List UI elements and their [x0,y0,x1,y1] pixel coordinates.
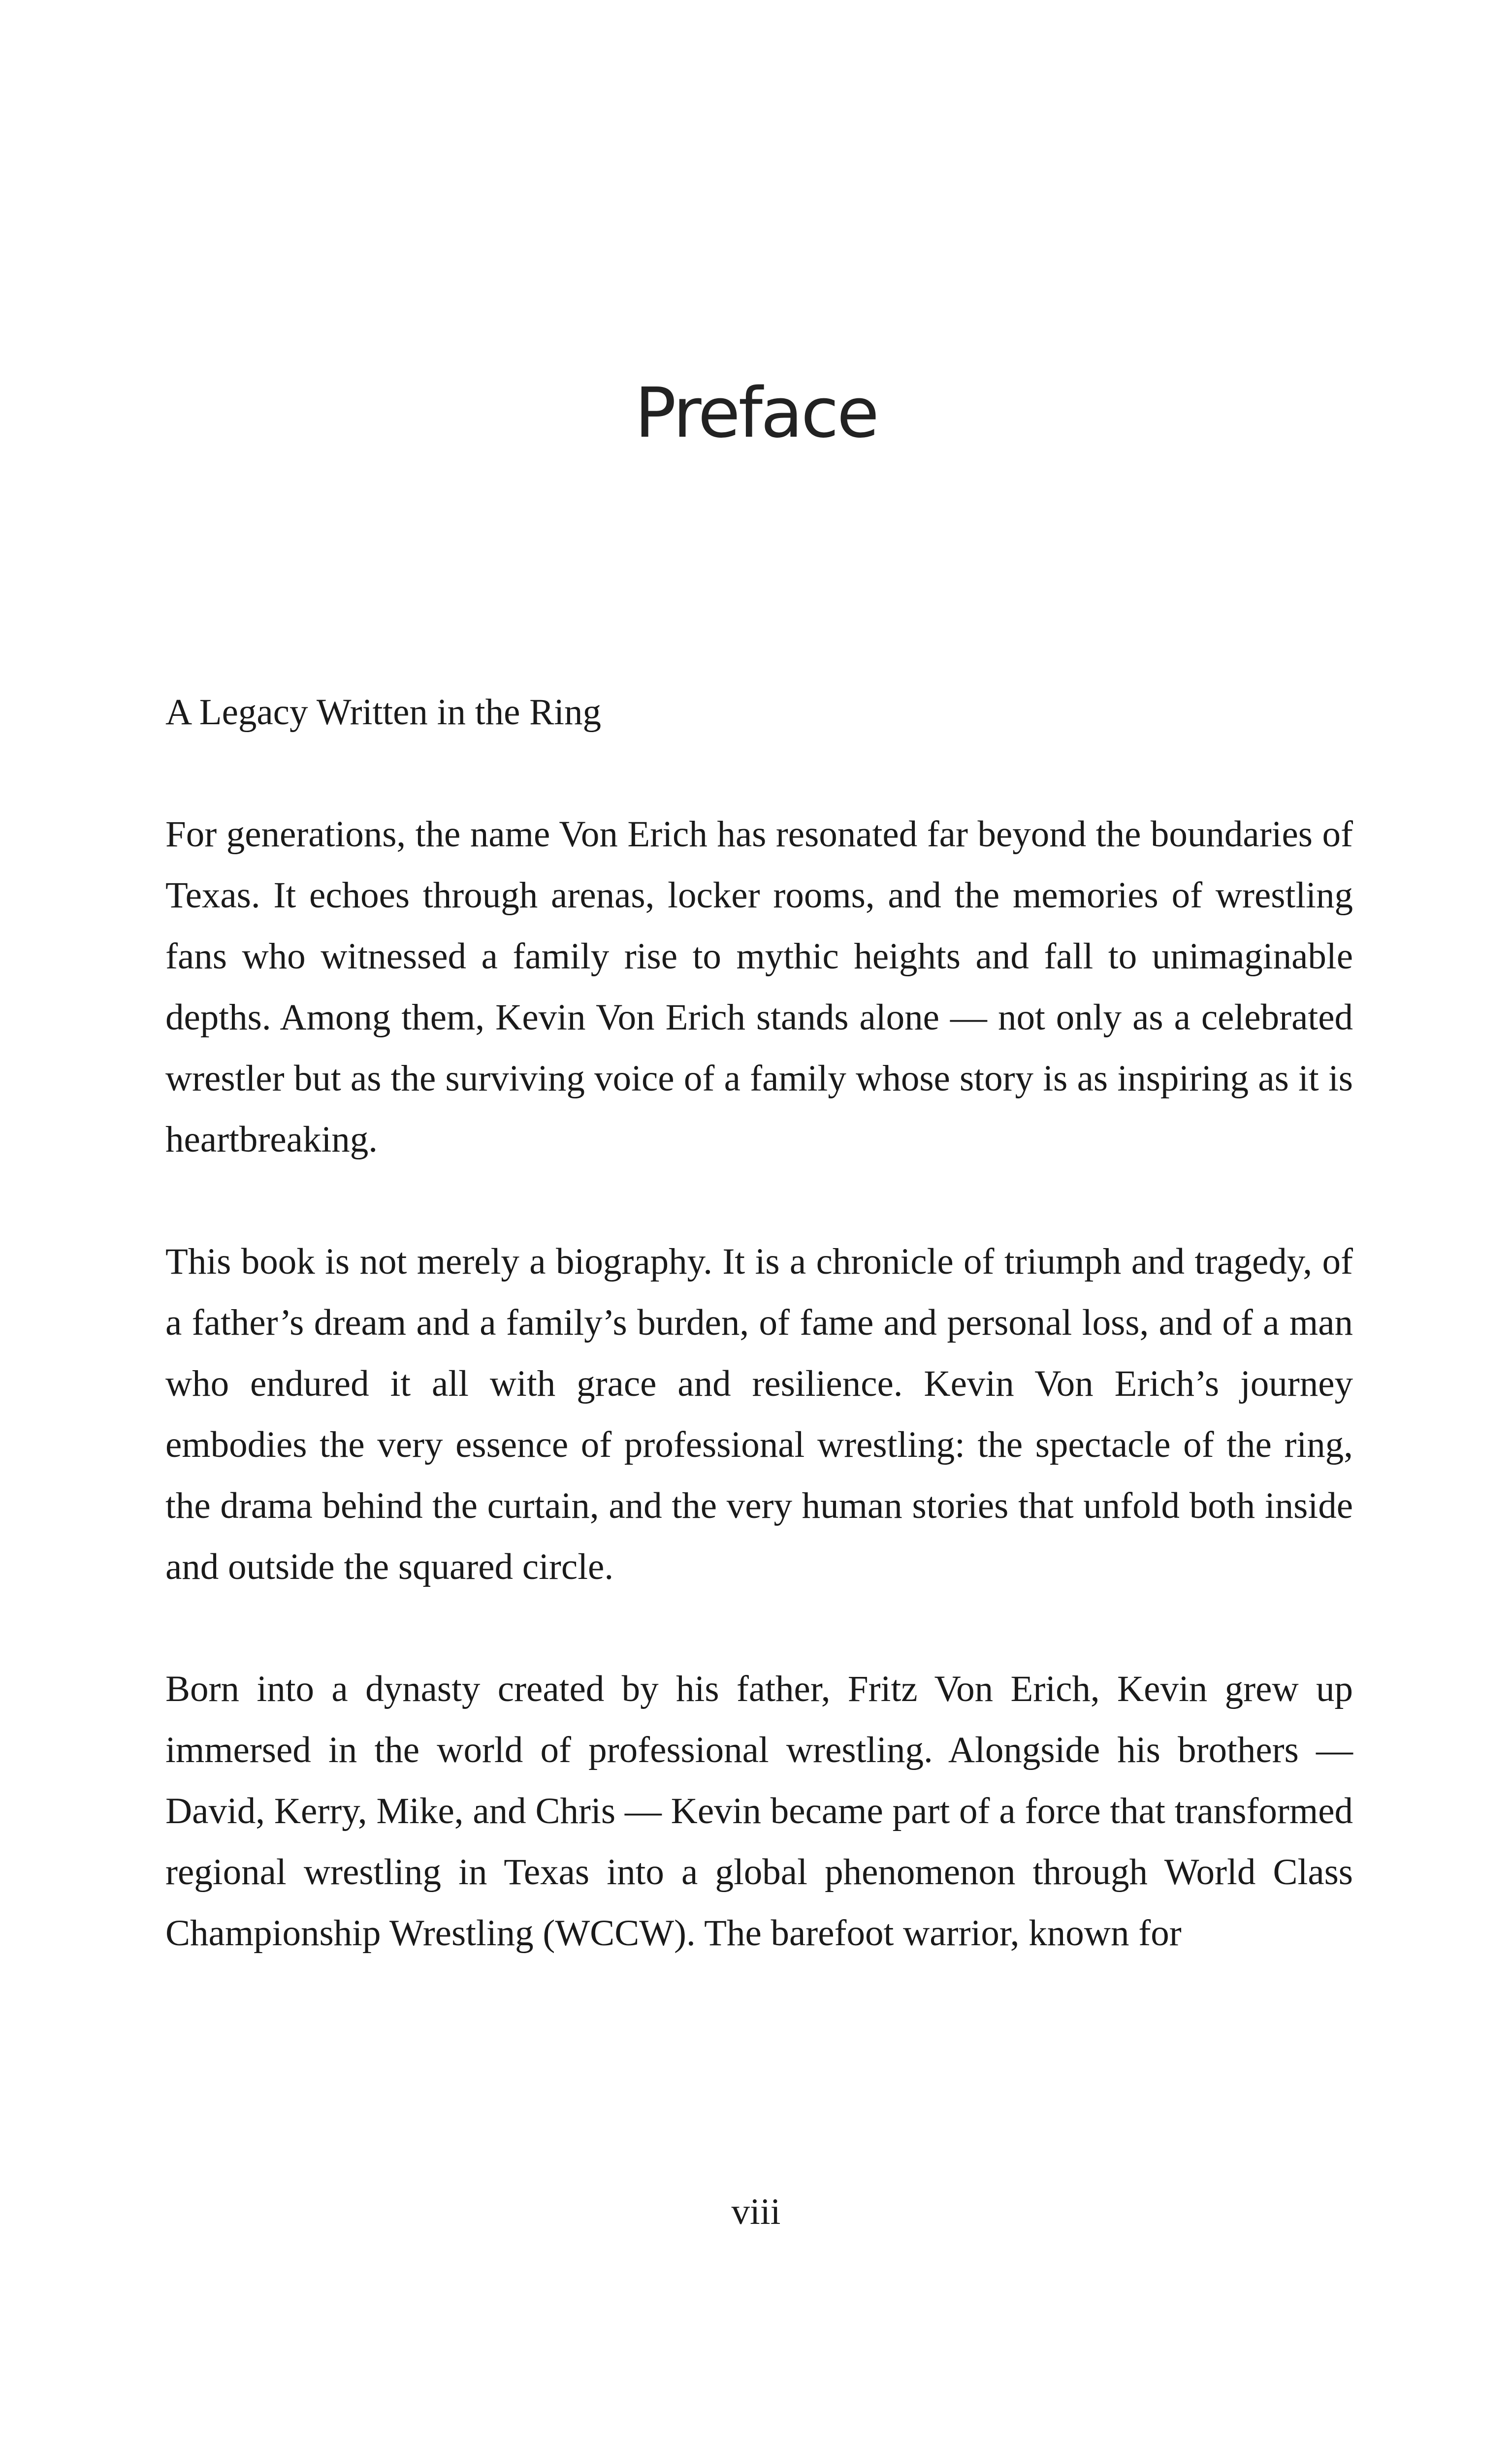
chapter-title: Preface [635,373,877,453]
body-text [165,682,1353,2025]
section-subtitle: A Legacy Written in the Ring [165,692,601,733]
page-number: viii [731,2191,781,2232]
paragraph-1: For generations, the name Von Erich has resonated far beyond the boundaries of Texas. It echoes through arenas, locker rooms, and the memories of wrestling fans who witnessed a family rise to mythic heights and fall to unimaginable depths. Among them, Kevin Von Erich stands alone — not only as a celebrated wrestler but as the surviving voice of a family whose story is as inspiring as it is heartbreaking. [165,814,1353,1160]
paragraph-2: This book is not merely a biography. It is a chronicle of triumph and tragedy, of a father’s dream and a family’s burden, of fame and personal loss, and of a man who endured it all with grace and resilience. Kevin Von Erich’s journey embodies the very essence of professional wrestling: the spectacle of the ring, the drama behind the curtain, and the very human stories that unfold both inside and outside the squared circle. [165,1241,1353,1587]
paragraph-3: Born into a dynasty created by his father, Fritz Von Erich, Kevin grew up immersed in the world of professional wrestling. Alongside his brothers — David, Kerry, Mike, and Chris — Kevin became part of a force that transformed regional wrestling in Texas into a global phenomenon through World Class Championship Wrestling (WCCW). The barefoot warrior, known for [165,1669,1353,1954]
